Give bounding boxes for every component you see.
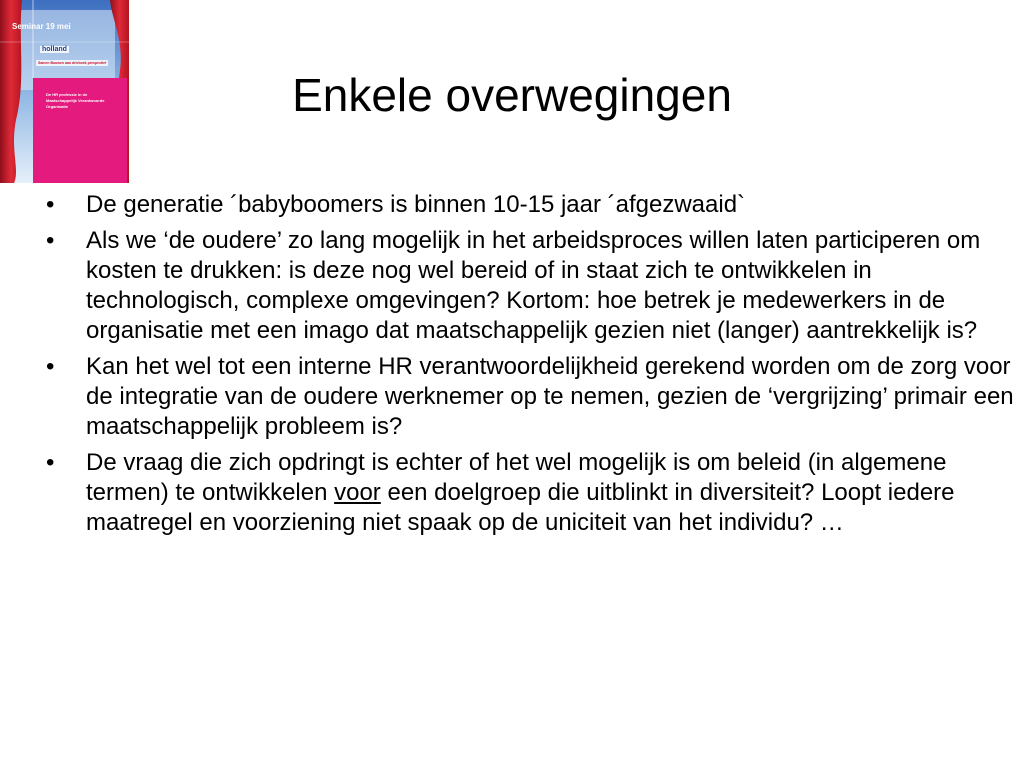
bullet-item — [46, 226, 1016, 346]
bullet-text: Als we ‘de oudere’ zo lang mogelijk in het arbeidsproces willen laten participeren om kosten te drukken: is deze nog wel bereid of in staat zich te ontwikkelen in technologisch, complexe omgevingen? Kortom: hoe betrek je medewerkers in de organisatie met een imago dat maatschappelijk gezien niet (langer) aantrekkelijk is? — [86, 227, 981, 344]
bullet-item — [46, 448, 1016, 538]
bullet-text-start: De vraag die zich opdringt is echter of het wel mogelijk is om beleid (in algemene termen) te ontwikkelen — [86, 449, 947, 506]
cover-subtitle: De HR professie in de Maatschappelijk Verantwoorde Organisatie — [46, 92, 105, 109]
bullet-text-end: een doelgroep die uitblinkt in diversiteit? Loopt iedere maatregel en voorziening niet spaak op de uniciteit van het individu? … — [86, 479, 955, 536]
cover-tagline: Samen Bouwen aan drieboek perspectief — [38, 61, 107, 65]
bullet-icon: • — [46, 191, 55, 218]
bullet-item — [46, 190, 1016, 220]
slide-title: Enkele overwegingen — [292, 69, 732, 121]
bullet-icon: • — [46, 449, 55, 476]
bullet-icon: • — [46, 227, 55, 254]
bullet-icon: • — [46, 353, 55, 380]
bullet-text: Kan het wel tot een interne HR verantwoordelijkheid gerekend worden om de zorg voor de integratie van de oudere werknemer op te nemen, gezien de ‘vergrijzing’ primair een maatschappelijk probleem is? — [86, 353, 1014, 440]
bullet-list — [46, 190, 1016, 544]
bullet-item — [46, 352, 1016, 442]
cover-seminar-label: Seminar 19 mei — [12, 22, 71, 31]
bullet-text — [86, 449, 955, 536]
cover-brand-logo: holland — [42, 46, 67, 53]
bullet-text: De generatie ´babyboomers is binnen 10-15 jaar ´afgezwaaid` — [86, 191, 746, 218]
underlined-word: voor — [334, 479, 381, 506]
